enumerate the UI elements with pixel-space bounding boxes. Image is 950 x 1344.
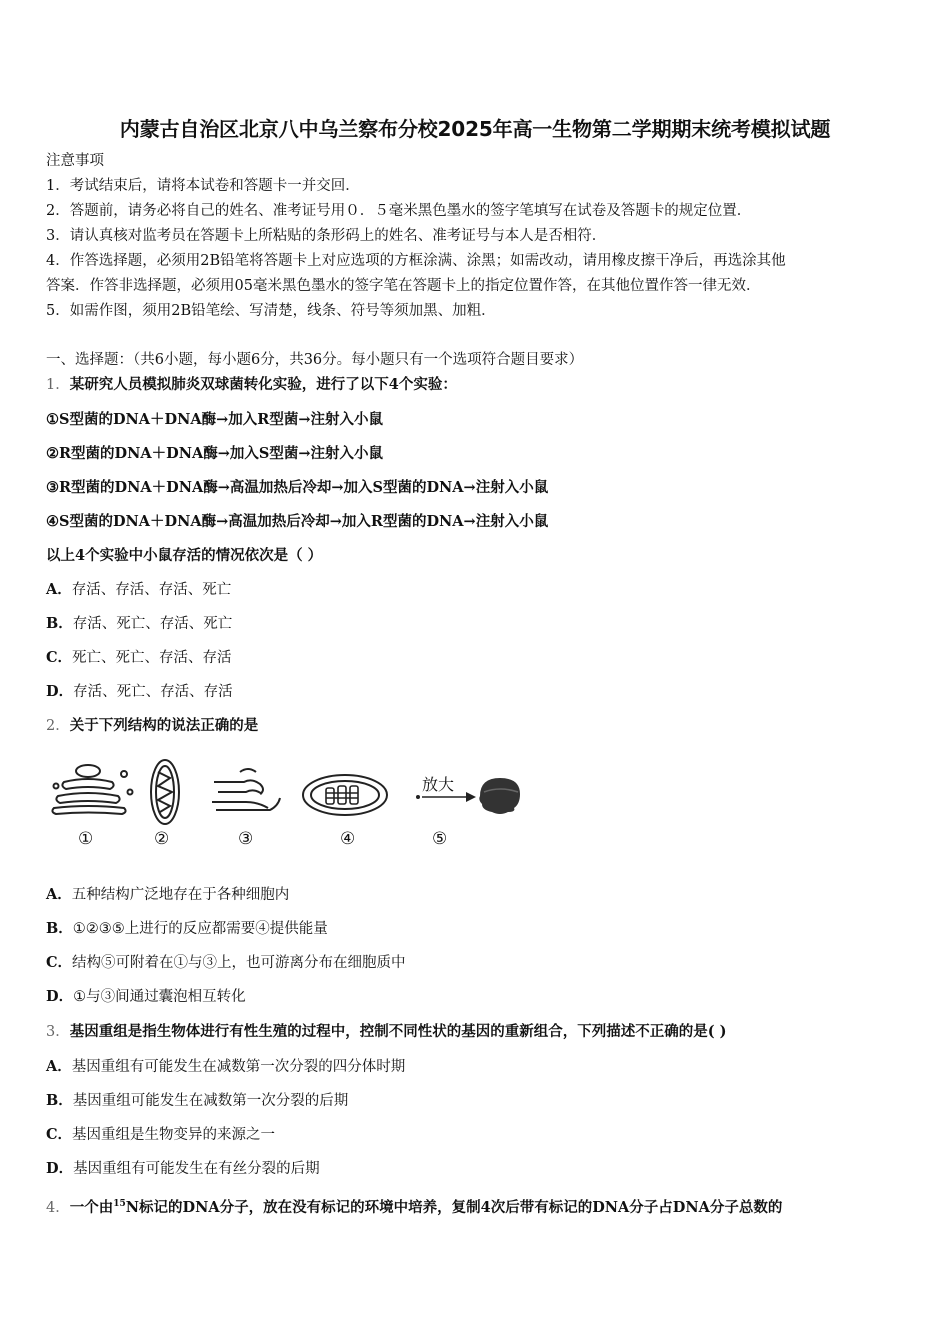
option-text: 基因重组是生物变异的来源之一	[72, 1127, 276, 1143]
q3-option-b	[46, 1091, 348, 1111]
question-number: 4．	[46, 1199, 70, 1216]
q2-option-a	[46, 885, 289, 905]
q1-option-a	[46, 580, 231, 600]
q3-stem	[46, 1022, 727, 1042]
option-text: 存活、存活、存活、死亡	[71, 582, 232, 598]
notice-heading: 注意事项	[46, 153, 104, 169]
option-letter: C．	[46, 649, 73, 666]
option-text: 五种结构广泛地存在于各种细胞内	[71, 887, 290, 903]
option-text: 存活、死亡、存活、死亡	[72, 616, 233, 632]
option-letter: C．	[46, 954, 73, 971]
q2-stem-text: 关于下列结构的说法正确的是	[69, 717, 259, 734]
question-number: 3．	[46, 1024, 70, 1040]
notice-item: 3．请认真核对监考员在答题卡上所粘贴的条形码上的姓名、准考证号与本人是否相符．	[46, 228, 607, 244]
q2-option-c	[46, 953, 406, 973]
q3-option-d	[46, 1159, 320, 1179]
section-heading: 一、选择题：（共6小题，每小题6分，共36分。每小题只有一个选项符合题目要求）	[46, 352, 584, 368]
option-letter: D．	[46, 988, 74, 1005]
option-text: 结构⑤可附着在①与③上，也可游离分布在细胞质中	[72, 955, 406, 971]
page-title: 内蒙古自治区北京八中乌兰察布分校2025年高一生物第二学期期末统考模拟试题	[119, 117, 831, 141]
golgi-apparatus-drawing	[52, 765, 132, 814]
option-text: 存活、死亡、存活、存活	[73, 684, 233, 700]
option-letter: B．	[46, 920, 73, 937]
mitochondrion-drawing	[151, 760, 179, 824]
option-letter: A．	[46, 886, 72, 903]
figure-label-4: ④	[340, 829, 356, 849]
isotope-superscript: 15	[113, 1199, 126, 1209]
option-letter: A．	[46, 581, 72, 598]
ribosome-drawing	[416, 775, 520, 814]
q1-experiment-1: ①S型菌的DNA＋DNA酶→加入R型菌→注射入小鼠	[46, 411, 383, 428]
q1-option-d	[46, 682, 233, 702]
notice-item: 5．如需作图，须用2B铅笔绘、写清楚，线条、符号等须加黑、加粗．	[46, 303, 496, 319]
option-text: 基因重组可能发生在减数第一次分裂的后期	[72, 1093, 349, 1109]
figure-label-5: ⑤	[432, 829, 448, 849]
q1-option-c	[46, 648, 232, 668]
option-letter: A．	[46, 1058, 72, 1075]
q1-stem	[46, 375, 457, 395]
q3-option-c	[46, 1125, 275, 1145]
q1-ask: 以上4个实验中小鼠存活的情况依次是（ ）	[46, 547, 323, 564]
option-letter: D．	[46, 683, 74, 700]
q3-option-a	[46, 1057, 405, 1077]
q1-experiment-3: ③R型菌的DNA＋DNA酶→高温加热后冷却→加入S型菌的DNA→注射入小鼠	[46, 479, 549, 496]
q2-stem	[46, 716, 258, 736]
q4-stem	[46, 1194, 782, 1218]
option-letter: B．	[46, 1092, 73, 1109]
option-text: ①②③⑤上进行的反应都需要④提供能量	[72, 921, 328, 937]
q1-option-b	[46, 614, 232, 634]
option-text: 死亡、死亡、存活、存活	[72, 650, 232, 666]
notice-item: 2．答题前，请务必将自己的姓名、准考证号用０．５毫米黑色墨水的签字笔填写在试卷及答题卡的规定位置．	[46, 203, 752, 219]
question-number: 2．	[46, 718, 70, 734]
isotope-symbol: N	[125, 1198, 140, 1216]
q2-option-d	[46, 987, 246, 1007]
q3-stem-text: 基因重组是指生物体进行有性生殖的过程中，控制不同性状的基因的重新组合，下列描述不正确的是( )	[69, 1023, 727, 1040]
option-text: ①与③间通过囊泡相互转化	[73, 989, 246, 1005]
q1-stem-text: 某研究人员模拟肺炎双球菌转化实验，进行了以下4个实验：	[69, 376, 457, 393]
q4-stem-pre: 一个由	[69, 1198, 114, 1216]
q2-option-b	[46, 919, 328, 939]
q1-experiment-4: ④S型菌的DNA＋DNA酶→高温加热后冷却→加入R型菌的DNA→注射入小鼠	[46, 513, 549, 530]
question-number: 1．	[46, 377, 70, 393]
figure-label-1: ①	[78, 829, 94, 849]
q1-experiment-2: ②R型菌的DNA＋DNA酶→加入S型菌→注射入小鼠	[46, 445, 383, 462]
figure-label-2: ②	[154, 829, 170, 849]
option-text: 基因重组有可能发生在减数第一次分裂的四分体时期	[71, 1059, 406, 1075]
figure-label-3: ③	[238, 829, 254, 849]
enlarge-arrow-label: 放大	[422, 775, 455, 794]
organelle-figure	[48, 752, 538, 857]
option-letter: B．	[46, 615, 73, 632]
notice-item: 4．作答选择题，必须用2B铅笔将答题卡上对应选项的方框涂满、涂黑；如需改动，请用橡皮擦干净后，再选涂其他	[46, 253, 786, 269]
notice-item: 1．考试结束后，请将本试卷和答题卡一并交回．	[46, 178, 360, 194]
option-letter: C．	[46, 1126, 73, 1143]
notice-item: 答案．作答非选择题，必须用05毫米黑色墨水的签字笔在答题卡上的指定位置作答，在其他位置作答一律无效．	[46, 278, 761, 294]
chloroplast-drawing	[303, 775, 387, 815]
endoplasmic-reticulum-drawing	[212, 769, 280, 810]
option-text: 基因重组有可能发生在有丝分裂的后期	[73, 1161, 320, 1177]
option-letter: D．	[46, 1160, 74, 1177]
q4-stem-post: 标记的DNA分子，放在没有标记的环境中培养，复制4次后带有标记的DNA分子占DNA分子总数的	[139, 1198, 783, 1216]
